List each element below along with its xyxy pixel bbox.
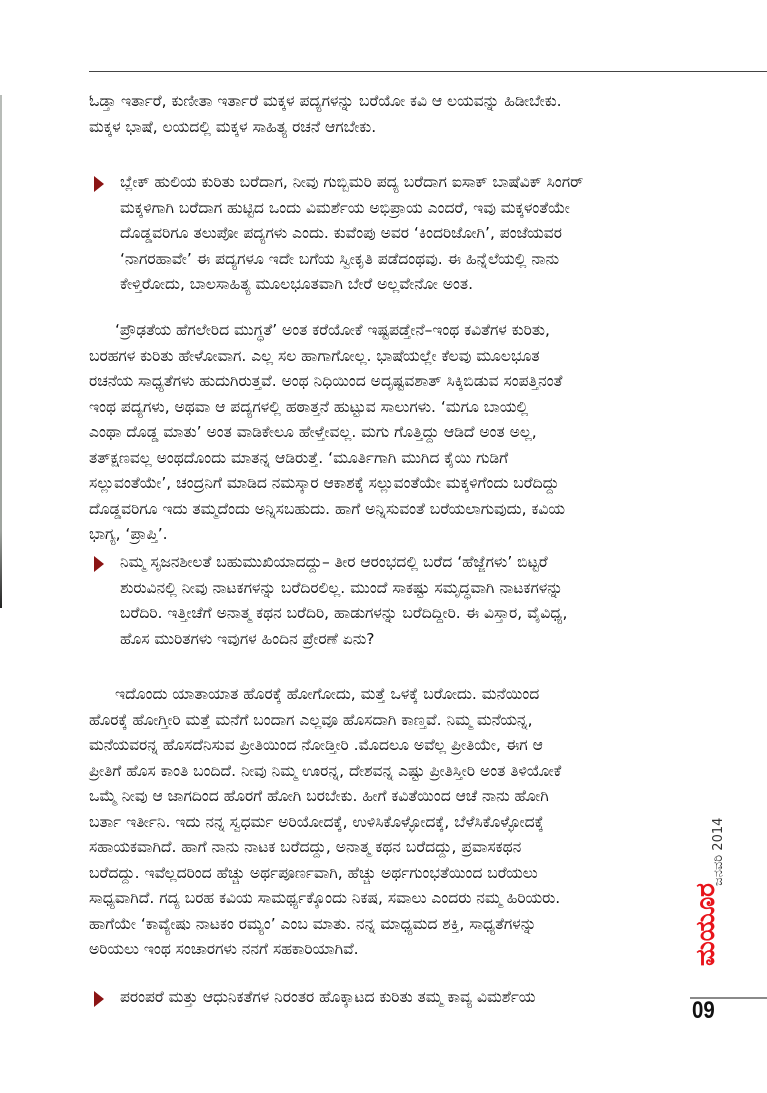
text-line: ತತ್‍ಕ್ಷಣವಲ್ಲ ಅಂಥದೊಂದು ಮಾತನ್ನ ಆಡಿರುತ್ತೆ. ‘ಮೂರ್ತಿಗಾಗಿ ಮುಗಿದ ಕೈಯಿ ಗುಡಿಗೆ	[89, 448, 509, 467]
question-paragraph	[94, 985, 694, 1011]
magazine-sidebar	[691, 808, 726, 966]
text-line: ನಿಮ್ಮ ಸೃಜನಶೀಲತೆ ಬಹುಮುಖಿಯಾದದ್ದು– ತೀರ ಆರಂಭದಲ್ಲಿ ಬರೆದ ‘ಹೆಜ್ಜೆಗಳು’ ಬಿಟ್ಟರೆ	[120, 553, 548, 571]
text-line: ಮನೆಯವರನ್ನ ಹೊಸದೆನಿಸುವ ಪ್ರೀತಿಯಿಂದ ನೋಡ್ತೀರಿ .ಮೊದಲೂ ಅವೆಲ್ಲ ಪ್ರೀತಿಯೇ, ಈಗ ಆ	[89, 736, 543, 754]
page-number: 09	[692, 997, 715, 1024]
answer-paragraph	[89, 89, 689, 140]
bullet-triangle-icon	[94, 176, 104, 192]
text-line: ಬರಹಗಳ ಕುರಿತು ಹೇಳೋವಾಗ. ಎಲ್ಲ ಸಲ ಹಾಗಾಗೋಲ್ಲ. ಭಾಷೆಯಲ್ಲೇ ಕೆಲವು ಮೂಲಭೂತ	[89, 346, 540, 365]
text-line: ಬರ್ತಾ ಇರ್ತೀನಿ. ಇದು ನನ್ನ ಸ್ವಧರ್ಮ ಅರಿಯೋದಕ್ಕೆ, ಉಳಿಸಿಕೊಳ್ಳೋದಕ್ಕೆ, ಬೆಳೆಸಿಕೊಳ್ಳೋದಕ್ಕೆ	[89, 812, 544, 831]
answer-paragraph	[89, 318, 689, 548]
text-line: ಪರಂಪರೆ ಮತ್ತು ಆಧುನಿಕತೆಗಳ ನಿರಂತರ ಹೊಕ್ಕಾಟದ ಕುರಿತು ತಮ್ಮ ಕಾವ್ಯ ವಿಮರ್ಶೆಯ	[120, 988, 536, 1006]
bullet-triangle-icon	[94, 991, 104, 1007]
answer-paragraph	[89, 682, 689, 963]
issue-date: ಜನವರಿ 2014	[711, 817, 726, 886]
text-line: ಒಮ್ಮೆ ನೀವು ಆ ಜಾಗದಿಂದ ಹೊರಗೆ ಹೋಗಿ ಬರಬೇಕು. ಹೀಗೆ ಕವಿತೆಯಿಂದ ಆಚೆ ನಾನು ಹೋಗಿ	[89, 787, 549, 805]
header-rule	[89, 71, 767, 72]
text-line: ಭಾಗ್ಯ, ‘ಪ್ರಾಪ್ತಿ’.	[89, 525, 168, 543]
text-line: ಸಹಾಯಕವಾಗಿದೆ. ಹಾಗೆ ನಾನು ನಾಟಕ ಬರೆದದ್ದು, ಅನಾತ್ಮ ಕಥನ ಬರೆದದ್ದು, ಪ್ರವಾಸಕಥನ	[89, 838, 522, 856]
text-line: ದೊಡ್ಡವರಿಗೂ ತಲುಪೋ ಪದ್ಯಗಳು ಎಂದು. ಕುವೆಂಪು ಅವರ ‘ಕಿಂದರಿಜೋಗಿ’, ಪಂಜೆಯವರ	[120, 224, 562, 242]
magazine-logo: ಮಯೂರ	[691, 883, 721, 966]
text-line: ‘ಪ್ರೌಢತೆಯ ಹೆಗಲೇರಿದ ಮುಗ್ಧತೆ’ ಅಂತ ಕರೆಯೋಕೆ ಇಷ್ಟಪಡ್ತೇನೆ–ಇಂಥ ಕವಿತೆಗಳ ಕುರಿತು,	[115, 321, 550, 339]
text-line: ಬರೆದಿರಿ. ಇತ್ತೀಚೆಗೆ ಅನಾತ್ಮ ಕಥನ ಬರೆದಿರಿ, ಹಾಡುಗಳನ್ನು ಬರೆದಿದ್ದೀರಿ. ಈ ವಿಸ್ತಾರ, ವೈವಿಧ್ಯ,	[120, 604, 568, 622]
text-line: ಇದೊಂದು ಯಾತಾಯಾತ ಹೊರಕ್ಕೆ ಹೋಗೋದು, ಮತ್ತೆ ಒಳಕ್ಕೆ ಬರೋದು. ಮನೆಯಿಂದ	[115, 685, 540, 703]
text-line: ಶುರುವಿನಲ್ಲಿ ನೀವು ನಾಟಕಗಳನ್ನು ಬರೆದಿರಲಿಲ್ಲ. ಮುಂದೆ ಸಾಕಷ್ಟು ಸಮೃದ್ಧವಾಗಿ ನಾಟಕಗಳನ್ನು	[120, 578, 563, 597]
text-line: ಹಾಗೆಯೇ ‘ಕಾವ್ಯೇಷು ನಾಟಕಂ ರಮ್ಯಂ’ ಎಂಬ ಮಾತು. ನನ್ನ ಮಾಧ್ಯಮದ ಶಕ್ತಿ, ಸಾಧ್ಯತೆಗಳನ್ನು	[89, 914, 537, 933]
text-line: ಕೇಳ್ತಿರೋದು, ಬಾಲಸಾಹಿತ್ಯ ಮೂಲಭೂತವಾಗಿ ಬೇರೆ ಅಲ್ಲವೇನೋ ಅಂತ.	[120, 275, 474, 293]
page-edge-line	[0, 95, 2, 608]
text-line: ಹೊರಕ್ಕೆ ಹೋಗ್ತೀರಿ ಮತ್ತೆ ಮನೆಗೆ ಬಂದಾಗ ಎಲ್ಲವೂ ಹೊಸದಾಗಿ ಕಾಣ್ತವೆ. ನಿಮ್ಮ ಮನೆಯನ್ನ,	[89, 710, 533, 729]
text-line: ಮಕ್ಕಳಿಗಾಗಿ ಬರೆದಾಗ ಹುಟ್ಟಿದ ಒಂದು ವಿಮರ್ಶೆಯ ಅಭಿಪ್ರಾಯ ಎಂದರೆ, ಇವು ಮಕ್ಕಳಂತೆಯೇ	[120, 198, 570, 217]
question-paragraph	[94, 550, 694, 652]
question-paragraph	[94, 170, 694, 298]
text-line: ಬ್ಲೇಕ್ ಹುಲಿಯ ಕುರಿತು ಬರೆದಾಗ, ನೀವು ಗುಬ್ಬಿಮರಿ ಪದ್ಯ ಬರೆದಾಗ ಐಸಾಕ್ ಬಾಷೆವಿಕ್ ಸಿಂಗರ್	[120, 173, 584, 191]
text-line: ರಚನೆಯ ಸಾಧ್ಯತೆಗಳು ಹುದುಗಿರುತ್ತವೆ. ಅಂಥ ನಿಧಿಯಿಂದ ಅದೃಷ್ಟವಶಾತ್ ಸಿಕ್ಕಿಬಿಡುವ ಸಂಪತ್ತಿನಂತೆ	[89, 372, 563, 390]
text-line: ಮಕ್ಕಳ ಭಾಷೆ, ಲಯದಲ್ಲಿ ಮಕ್ಕಳ ಸಾಹಿತ್ಯ ರಚನೆ ಆಗಬೇಕು.	[89, 117, 377, 136]
bullet-triangle-icon	[94, 556, 104, 572]
text-line: ‘ನಾಗರಹಾವೇ’ ಈ ಪದ್ಯಗಳೂ ಇದೇ ಬಗೆಯ ಸ್ವೀಕೃತಿ ಪಡೆದಂಥವು. ಈ ಹಿನ್ನೆಲೆಯಲ್ಲಿ ನಾನು	[120, 249, 560, 268]
text-line: ಇಂಥ ಪದ್ಯಗಳು, ಅಥವಾ ಆ ಪದ್ಯಗಳಲ್ಲಿ ಹಠಾತ್ತನೆ ಹುಟ್ಟುವ ಸಾಲುಗಳು. ‘ಮಗೂ ಬಾಯಲ್ಲಿ	[89, 397, 529, 416]
text-line: ಸಲ್ಲುವಂತೆಯೇ’, ಚಂದ್ರನಿಗೆ ಮಾಡಿದ ನಮಸ್ಕಾರ ಆಕಾಶಕ್ಕೆ ಸಲ್ಲುವಂತೆಯೇ ಮಕ್ಕಳಿಗೆಂದು ಬರೆದಿದ್ದು	[89, 474, 559, 492]
text-line: ಅರಿಯಲು ಇಂಥ ಸಂಚಾರಗಳು ನನಗೆ ಸಹಕಾರಿಯಾಗಿವೆ.	[89, 940, 359, 958]
text-line: ಓಡ್ತಾ ಇರ್ತಾರೆ, ಕುಣೀತಾ ಇರ್ತಾರೆ ಮಕ್ಕಳ ಪದ್ಯಗಳನ್ನು ಬರೆಯೋ ಕವಿ ಆ ಲಯವನ್ನು ಹಿಡೀಬೇಕು.	[89, 92, 562, 110]
text-line: ಎಂಥಾ ದೊಡ್ಡ ಮಾತು’ ಅಂತ ವಾಡಿಕೇಲೂ ಹೇಳ್ತೇವಲ್ಲ. ಮಗು ಗೊತ್ತಿದ್ದು ಆಡಿದೆ ಅಂತ ಅಲ್ಲ,	[89, 423, 537, 441]
text-line: ಬರೆದದ್ದು. ಇವೆಲ್ಲದರಿಂದ ಹೆಚ್ಚು ಅರ್ಥಪೂರ್ಣವಾಗಿ, ಹೆಚ್ಚು ಅರ್ಥಗುಂಭತೆಯಿಂದ ಬರೆಯಲು	[89, 863, 538, 882]
text-line: ಹೊಸ ಮುರಿತಗಳು ಇವುಗಳ ಹಿಂದಿನ ಪ್ರೇರಣೆ ಏನು?	[120, 629, 375, 648]
text-line: ಪ್ರೀತಿಗೆ ಹೊಸ ಕಾಂತಿ ಬಂದಿದೆ. ನೀವು ನಿಮ್ಮ ಊರನ್ನ, ದೇಶವನ್ನ ಎಷ್ಟು ಪ್ರೀತಿಸ್ತೀರಿ ಅಂತ ತಿಳಿಯೋಕೆ	[89, 761, 562, 780]
text-line: ಸಾಧ್ಯವಾಗಿದೆ. ಗದ್ಯ ಬರಹ ಕವಿಯ ಸಾಮರ್ಥ್ಯಕ್ಕೊಂದು ನಿಕಷ, ಸವಾಲು ಎಂದರು ನಮ್ಮ ಹಿರಿಯರು.	[89, 889, 561, 907]
text-line: ದೊಡ್ಡವರಿಗೂ ಇದು ತಮ್ಮದೆಂದು ಅನ್ನಿಸಬಹುದು. ಹಾಗೆ ಅನ್ನಿಸುವಂತೆ ಬರೆಯಲಾಗುವುದು, ಕವಿಯ	[89, 499, 566, 518]
